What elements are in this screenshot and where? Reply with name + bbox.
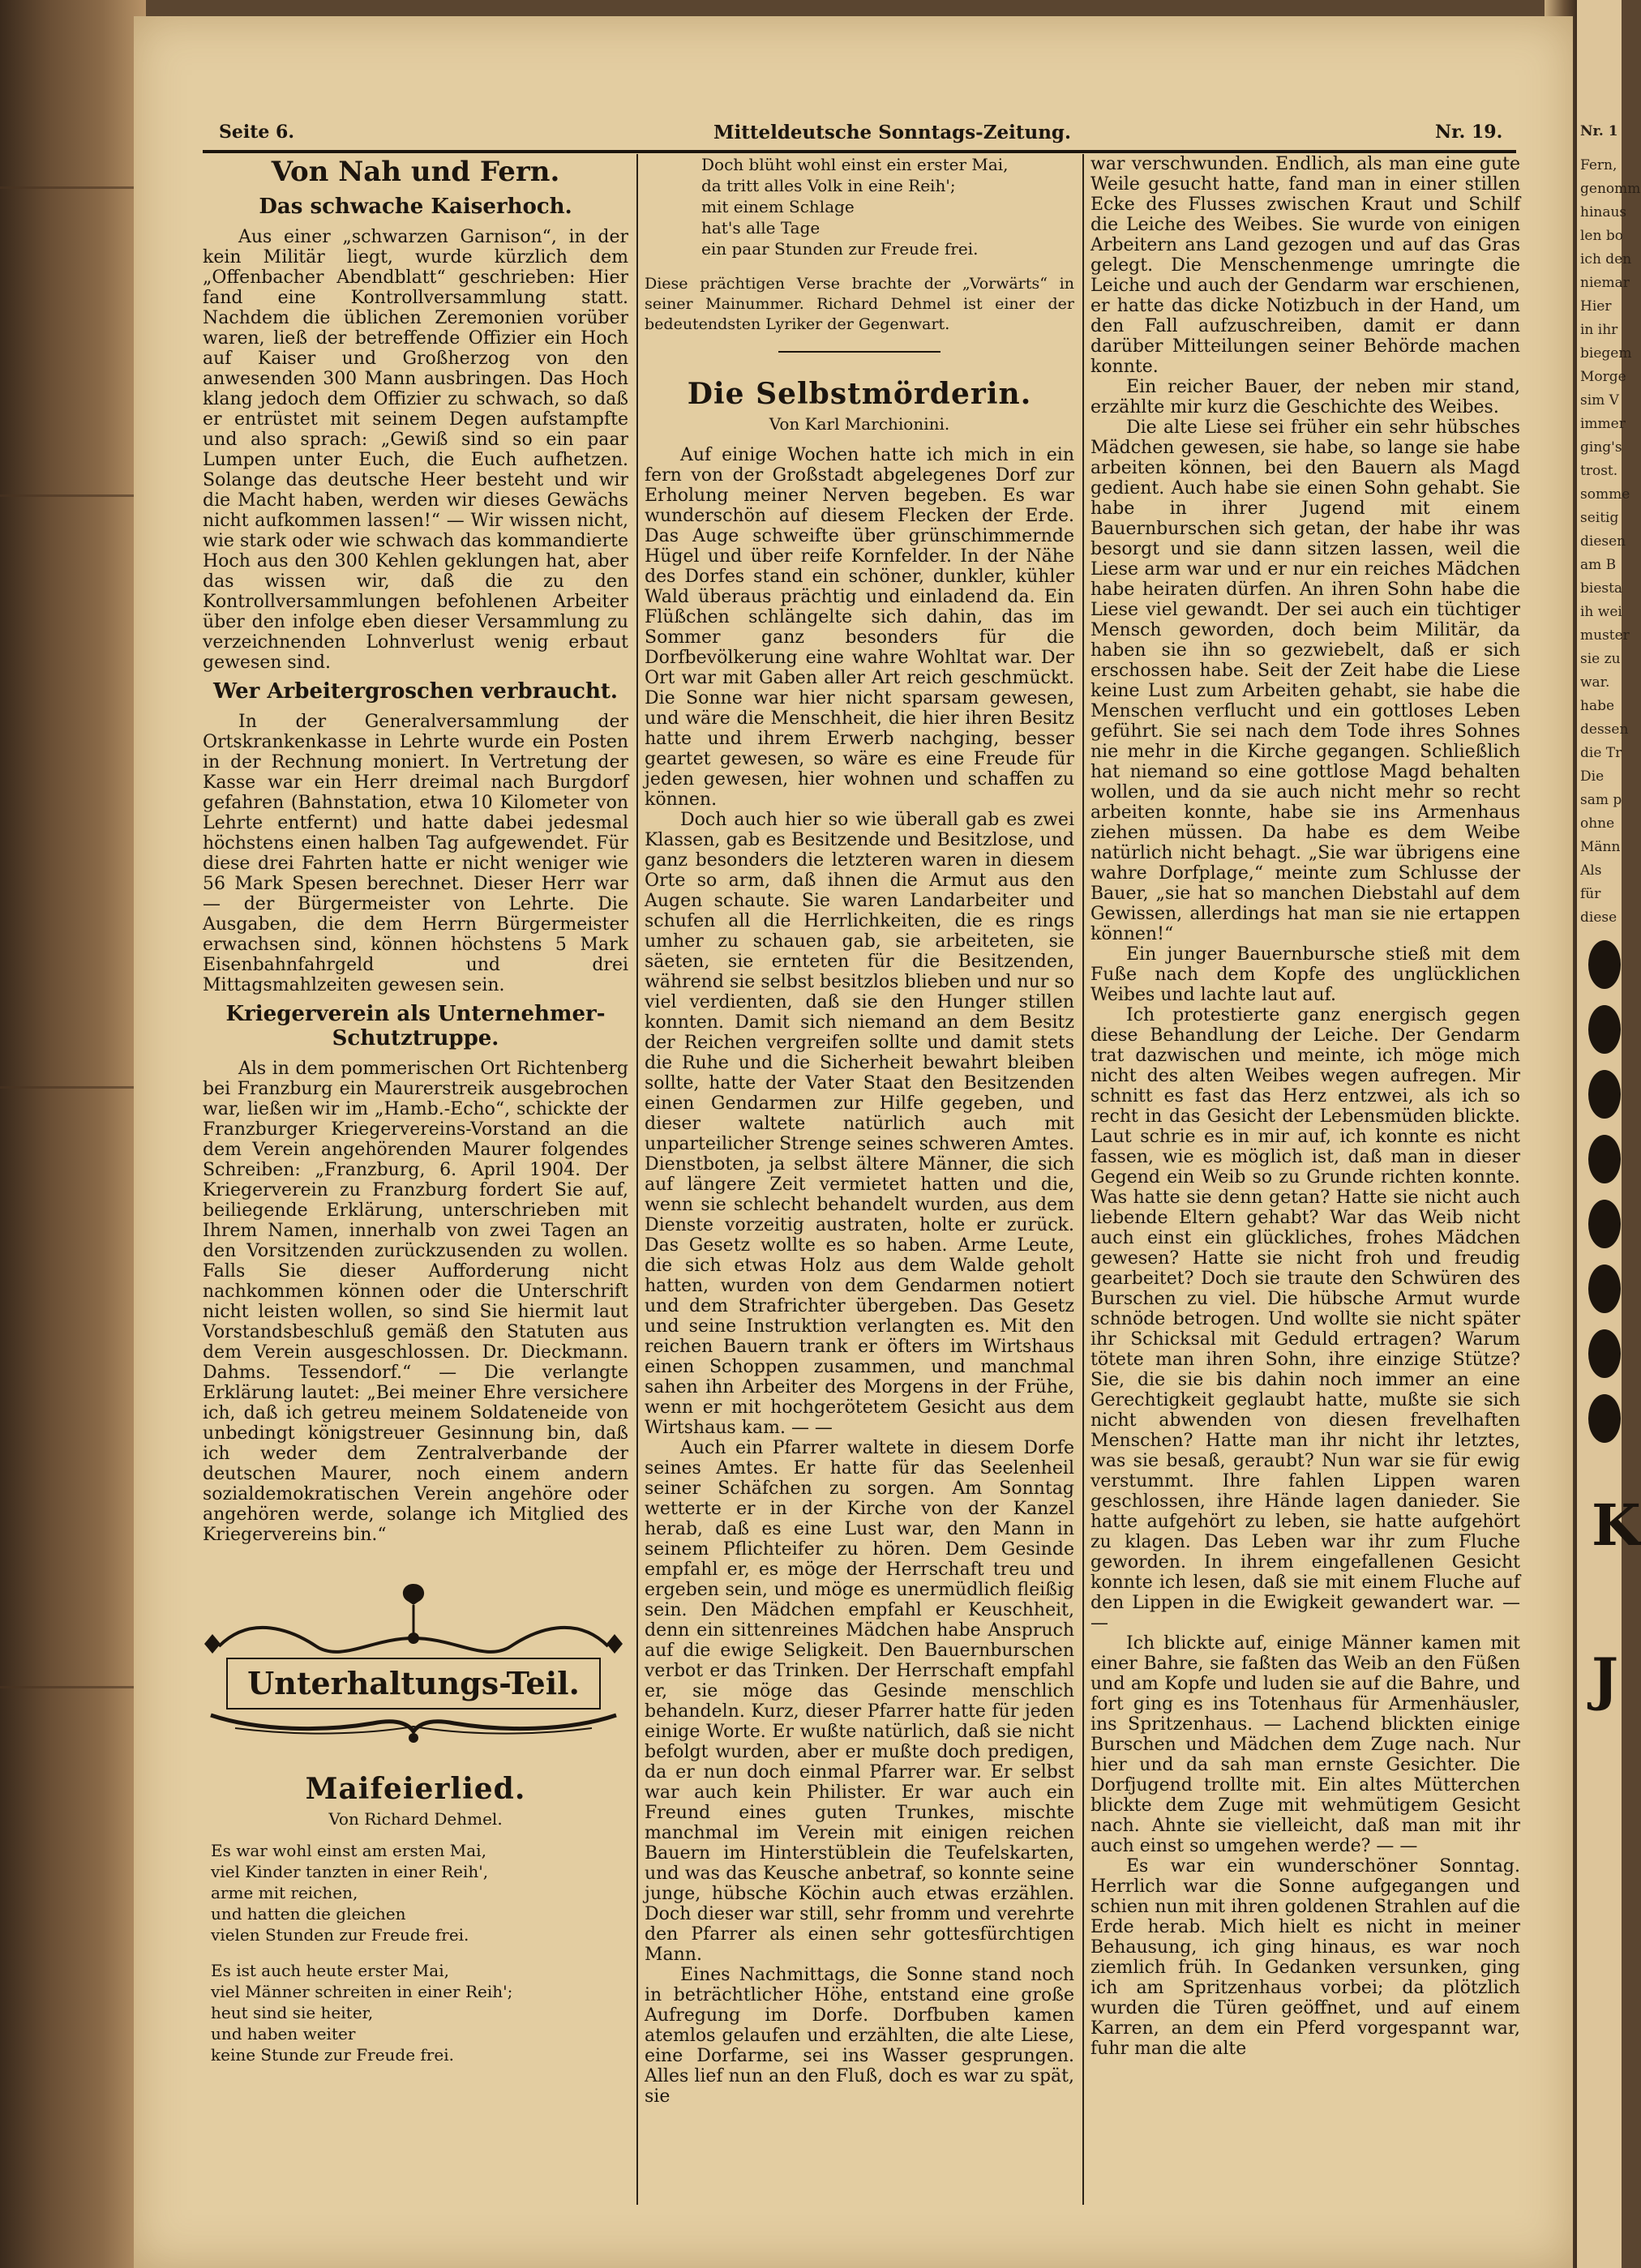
story-paragraph: Auf einige Wochen hatte ich mich in ein fern von der Großstadt abgelegenes Dorf zur Erholung meiner Nerven begeben. Es war wunderschön auf diesem Flecken der Erde. Das Auge schweifte über grünschimmernde Hügel und über reife Kornfelder. In der Nähe des Dorfes stand ein schöner, dunkler, kühler Wald überaus prächtig und einladend da. Ein Flüßchen schlängelte sich dahin, das im Sommer ganz besonders für die Dorfbevölkerung eine wahre Wohltat war. Der Ort war mit Gaben aller Art reich geschmückt. Die Sonne war hier nicht sparsam gewesen, und wäre die Menschheit, die hier ihren Besitz hatte und ihrem Erwerb nachging, besser geartet gewesen, so wäre es eine Freude für jeden gewesen, hier wohnen und schaffen zu können. bbox=[645, 445, 1074, 810]
adjacent-page-dot bbox=[1588, 1394, 1621, 1443]
header-rule bbox=[203, 150, 1516, 153]
adjacent-page-line: Die bbox=[1580, 768, 1605, 785]
adjacent-page-line: len bo bbox=[1580, 228, 1623, 244]
adjacent-page-line: diese bbox=[1580, 909, 1617, 926]
adjacent-page-line: habe bbox=[1580, 698, 1615, 714]
article-text: Aus einer „schwarzen Garnison“, in der kein Militär liegt, wurde kürzlich dem „Offenbacher Abendblatt“ geschrieben: Hier fand eine Kontrollversammlung statt. Nachdem die üblichen Zeremonien vorüber waren, ließ der betreffende Offizier ein Hoch auf Kaiser und Großherzog von den anwesenden 300 Mann ausbringen. Das Hoch klang jedoch dem Offizier zu schwach, so daß er entrüstet mit seinem Degen aufstampfte und also sprach: „Gewiß sind so ein paar Lumpen unter Euch, die Euch aufhetzen. Solange das deutsche Heer besteht und wir die Macht haben, werden wir dieses Gewächs nicht aufkommen lassen!“ — Wir wissen nicht, wie stark oder wie schwach das kommandierte Hoch aus den 300 Kehlen geklungen hat, aber das wissen wir, daß die zu den Kontrollversammlungen befohlenen Arbeiter über den infolge eben dieser Versammlung zu verzeichnenden Lohnverlust wenig erbaut gewesen sind. bbox=[203, 227, 628, 673]
column-rule bbox=[1082, 154, 1084, 2205]
adjacent-page-line: ging's bbox=[1580, 439, 1622, 456]
story-paragraph: Ein reicher Bauer, der neben mir stand, erzählte mir kurz die Geschichte des Weibes. bbox=[1090, 377, 1520, 417]
column-1 bbox=[203, 154, 628, 2080]
adjacent-page-line: für bbox=[1580, 886, 1601, 902]
adjacent-page-letter: J bbox=[1592, 1645, 1619, 1713]
story-paragraph: Auch ein Pfarrer waltete in diesem Dorfe seines Amtes. Er hatte für das Seelenheil seiner Schäfchen zu sorgen. Am Sonntag wetterte er in der Kirche von der Kanzel herab, daß es eine Lust war, den Mann in seinem Pflichteifer zu hören. Dem Gesinde empfahl er, es möge der Herrschaft treu und ergeben sein, und möge es unermüdlich fleißig sein. Den Mädchen empfahl er Keuschheit, denn ein sittenreines Mädchen habe Anspruch auf die ewige Seligkeit. Den Bauernburschen verbot er das Trinken. Der Herrschaft empfahl er, sie möge das Gesinde menschlich behandeln. Kurz, dieser Pfarrer hatte für jeden einige Worte. Er wußte natürlich, daß sie nicht befolgt wurden, aber er mußte doch predigen, da er nun doch einmal Pfarrer war. Er selbst war auch kein Philister. Er war auch ein Freund eines guten Trunkes, mischte manchmal im Verein mit einigen reichen Bauern im Hinterstüblein die Teufelskarten, und was das Keusche anbetraf, so konnte seine junge, hübsche Köchin auch etwas erzählen. Doch dieser war still, sehr fromm und verehrte den Pfarrer als einen sehr gottesfürchtigen Mann. bbox=[645, 1438, 1074, 1965]
adjacent-page-dot bbox=[1588, 1005, 1621, 1054]
adjacent-page-line: diesen bbox=[1580, 533, 1626, 550]
poem-stanza: Es war wohl einst am ersten Mai, viel Kinder tanzten in einer Reih', arme mit reichen, und hatten die gleichen vielen Stunden zur Freude frei. bbox=[211, 1841, 489, 1945]
story-paragraph: Ein junger Bauernbursche stieß mit dem Fuße nach dem Kopfe des unglücklichen Weibes und lachte laut auf. bbox=[1090, 944, 1520, 1005]
article-title: Das schwache Kaiserhoch. bbox=[259, 195, 572, 219]
adjacent-page-line: Fern, bbox=[1580, 157, 1617, 173]
book-binding bbox=[0, 0, 146, 2268]
adjacent-page-number: Nr. 1 bbox=[1580, 123, 1618, 139]
adjacent-page-line: muster bbox=[1580, 627, 1630, 644]
story-paragraph: Doch auch hier so wie überall gab es zwei Klassen, gab es Besitzende und Besitzlose, und ganz besonders die letzteren waren in diesem Orte so arm, daß ihnen die Armut aus den Augen schaute. Sie waren Landarbeiter und schufen all die Herrlichkeiten, die es rings umher zu schauen gab, sie arbeiteten, sie säeten, sie ernteten für die Besitzenden, während sie selbst besitzlos blieben und nur so viel verdienten, daß sie den Hunger stillen konnten. Damit sich niemand an dem Besitz der Reichen vergreifen sollte und damit stets die Ruhe und die Sicherheit bewahrt bleiben sollte, hatte der Vater Staat den Besitzenden einen Gendarmen zur Hilfe gegeben, und dieser waltete natürlich auch mit unparteilicher Strenge seines schweren Amtes. Dienstboten, ja selbst ältere Männer, die sich auf längere Zeit vermietet hatten und die, wenn sie schlecht behandelt wurden, aus dem Dienste vorzeitig austraten, holte er zurück. Das Gesetz wollte es so haben. Arme Leute, die sich etwas Holz aus dem Walde geholt hatten, wurden von dem Gendarmen notiert und dem Strafrichter übergeben. Das Gesetz und seine Instruktion verlangten es. Mit den reichen Bauern trank er öfters im Wirtshaus einen Schoppen zusammen, und manchmal sahen ihn Arbeiter des Morgens in der Frühe, wenn er mit hochgerötetem Gesicht aus dem Wirtshaus kam. — — bbox=[645, 810, 1074, 1438]
adjacent-page-line: sie zu bbox=[1580, 651, 1621, 667]
poem-stanza: Es ist auch heute erster Mai, viel Männer schreiten in einer Reih'; heut sind sie heiter, und haben weiter keine Stunde zur Freude frei. bbox=[211, 1961, 513, 2065]
poem-note: Diese prächtigen Verse brachte der „Vorwärts“ in seiner Mainummer. Richard Dehmel ist einer der bedeutendsten Lyriker der Gegenwart. bbox=[645, 275, 1074, 333]
adjacent-page bbox=[1577, 0, 1641, 2268]
story-paragraph: Es war ein wunderschöner Sonntag. Herrlich war die Sonne aufgegangen und schien nun mit ihren goldenen Strahlen auf die Erde herab. Mich hielt es nicht in meiner Behausung, ich ging hinaus, es war noch ziemlich früh. In Gedanken versunken, ging ich am Spritzenhaus vorbei; da plötzlich wurden die Türen geöffnet, und auf einem Karren, an dem ein Pferd vorgespannt war, fuhr man die alte bbox=[1090, 1856, 1520, 2059]
adjacent-page-dot bbox=[1588, 1135, 1621, 1183]
adjacent-page-dot bbox=[1588, 1329, 1621, 1378]
entertainment-banner-ornament bbox=[203, 1577, 624, 1756]
column-2 bbox=[645, 154, 1074, 2107]
banner-title: Unterhaltungs-Teil. bbox=[247, 1665, 580, 1701]
article-title: Kriegerverein als Unternehmer-Schutztruppe. bbox=[225, 1002, 606, 1051]
adjacent-page-line: sim V bbox=[1580, 392, 1619, 409]
adjacent-page-line: ih wei bbox=[1580, 604, 1622, 620]
adjacent-page-line: Hier bbox=[1580, 298, 1612, 315]
poem-title: Maifeierlied. bbox=[305, 1772, 526, 1806]
story-paragraph: Ich blickte auf, einige Männer kamen mit einer Bahre, sie faßten das Weib an den Füßen und am Kopfe und luden sie auf die Bahre, und fort ging es ins Totenhaus für Armenhäusler, ins Spritzenhaus. — Lachend blickten einige Burschen und Mädchen dem Zuge nach. Nur hier und da sah man ernste Gesichter. Die Dorfjugend trollte mit. Ein altes Mütterchen blickte dem Zuge mit wehmütigem Gesicht nach. Ahnte sie vielleicht, daß man mit ihr auch einst so umgehen werde? — — bbox=[1090, 1633, 1520, 1856]
adjacent-page-line: biesta bbox=[1580, 580, 1623, 597]
adjacent-page-line: die Tr bbox=[1580, 745, 1622, 761]
section-divider bbox=[778, 351, 940, 353]
story-paragraph: war verschwunden. Endlich, als man eine gute Weile gesucht hatte, fand man in einer stillen Ecke des Flusses zwischen Kraut und Schilf die Leiche des Weibes. Sie wurde von einigen Arbeitern ans Land gezogen und auf das Gras gelegt. Die Menschenmenge umringte die Leiche und auch der Gendarm war erschienen, er hatte das dicke Notizbuch in der Hand, um den Fall aufzuschreiben, damit er dann darüber Mitteilungen seiner Behörde machen konnte. bbox=[1090, 154, 1520, 377]
story-paragraph: Eines Nachmittags, die Sonne stand noch in beträchtlicher Höhe, entstand eine große Aufregung im Dorfe. Dorfbuben kamen atemlos gelaufen und erzählten, die alte Liese, eine Dorfarme, sei ins Wasser gesprungen. Alles lief nun an den Fluß, doch es war zu spät, sie bbox=[645, 1965, 1074, 2107]
adjacent-page-line: ich den bbox=[1580, 251, 1632, 267]
poem-stanza: Doch blüht wohl einst ein erster Mai, da tritt alles Volk in eine Reih'; mit einem Schlage hat's alle Tage ein paar Stunden zur Freude frei. bbox=[701, 155, 1009, 259]
adjacent-page-dot bbox=[1588, 940, 1621, 989]
article-text: In der Generalversammlung der Ortskrankenkasse in Lehrte wurde ein Posten in der Rechnung moniert. In Vertretung der Kasse war ein Herr dreimal nach Burgdorf gefahren (Bahnstation, etwa 10 Kilometer von Lehrte entfernt) und hatte dabei jedesmal höchstens einen halben Tag aufgewendet. Für diese drei Fahrten hatte er nicht weniger wie 56 Mark Spesen berechnet. Dieser Herr war — der Bürgermeister von Lehrte. Die Ausgaben, die dem Herrn Bürgermeister erwachsen sind, können höchstens 5 Mark Eisenbahnfahrgeld und drei Mittagsmahlzeiten gewesen sein. bbox=[203, 712, 628, 995]
adjacent-page-dot bbox=[1588, 1265, 1621, 1313]
adjacent-page-letter: K bbox=[1592, 1491, 1641, 1559]
adjacent-page-line: am B bbox=[1580, 557, 1617, 573]
column-rule bbox=[636, 154, 638, 2205]
adjacent-page-line: Morge bbox=[1580, 369, 1626, 385]
article-text: Als in dem pommerischen Ort Richtenberg bei Franzburg ein Maurerstreik ausgebrochen war, ließen wir im „Hamb.-Echo“, schickte der Franzburger Kriegervereins-Vorstand an die dem Verein angehörenden Maurer folgendes Schreiben: „Franzburg, 6. April 1904. Der Kriegerverein zu Franzburg fordert Sie auf, beiliegende Erklärung, unterschrieben mit Ihrem Namen, innerhalb von zwei Tagen an den Vorsitzenden zurückzusenden zu wollen. Falls Sie dieser Aufforderung nicht nachkommen können oder die Unterschrift nicht leisten wollen, so sind Sie hiermit laut Vorstandsbeschluß gemäß den Statuten aus dem Verein ausgeschlossen. Dr. Dieckmann. Dahms. Tessendorf.“ — Die verlangte Erklärung lautet: „Bei meiner Ehre versichere ich, daß ich getreu meinem Soldateneide von unbedingt königstreuer Gesinnung bin, daß ich weder dem Zentralverbande der deutschen Maurer, noch einem andern sozialdemokratischen Verein angehöre oder angehören werde, solange ich Mitglied des Kriegervereins bin.“ bbox=[203, 1059, 628, 1545]
story-title: Die Selbstmörderin. bbox=[687, 377, 1032, 411]
adjacent-page-line: ohne bbox=[1580, 815, 1615, 832]
adjacent-page-dot bbox=[1588, 1070, 1621, 1119]
newspaper-title: Mitteldeutsche Sonntags-Zeitung. bbox=[713, 122, 1072, 143]
adjacent-page-line: sam p bbox=[1580, 792, 1622, 808]
section-heading: Von Nah und Fern. bbox=[271, 156, 560, 188]
adjacent-page-line: trost. bbox=[1580, 463, 1618, 479]
adjacent-page-line: niemar bbox=[1580, 275, 1630, 291]
issue-number: Nr. 19. bbox=[1435, 122, 1503, 143]
poem-author: Von Richard Dehmel. bbox=[328, 1809, 503, 1829]
story-paragraph: Die alte Liese sei früher ein sehr hübsches Mädchen gewesen, sie habe, so lange sie habe arbeiten können, bei den Bauern als Magd gedient. Auch habe sie einen Sohn gehabt. Sie habe in ihrer Jugend mit einem Bauernburschen sich getan, der habe ihr was besorgt und sie dann sitzen lassen, weil die Liese arm war und er nur ein reiches Mädchen habe heiraten dürfen. An ihren Sohn habe die Liese viel gewandt. Der sei auch ein tüchtiger Mensch geworden, doch beim Militär, da haben sie ihn so gezwiebelt, daß er sich erschossen habe. Seit der Zeit habe die Liese keine Lust zum Arbeiten gehabt, sie habe die Menschen verflucht und ein gottloses Leben geführt. Sie sei nach dem Tode ihres Sohnes nie mehr in die Kirche gegangen. Schließlich hat niemand so eine gottlose Magd behalten wollen, und da sie auch nicht mehr so recht arbeiten konnte, habe sie ins Armenhaus ziehen müssen. Da habe es dem Weibe natürlich nicht behagt. „Sie war übrigens eine wahre Dorfplage,“ meinte zum Schlusse der Bauer, „sie hat so manchen Diebstahl auf dem Gewissen, allerdings hat man sie nie ertappen können!“ bbox=[1090, 417, 1520, 944]
adjacent-page-line: Männ bbox=[1580, 839, 1621, 855]
article-title: Wer Arbeitergroschen verbraucht. bbox=[213, 679, 618, 704]
adjacent-page-line: genomm bbox=[1580, 181, 1641, 197]
story-paragraph: Ich protestierte ganz energisch gegen diese Behandlung der Leiche. Der Gendarm trat dazwischen und meinte, ich möge mich nicht des alten Weibes wegen aufregen. Mir schnitt es fast das Herz entzwei, als ich so recht in das Gesicht der Lebensmüden blickte. Laut schrie es in mir auf, ich konnte es nicht fassen, wie es möglich ist, daß man in dieser Gegend ein Weib so zu Grunde richten konnte. Was hatte sie denn getan? Hatte sie nicht auch liebende Eltern gehabt? War das Weib nicht auch einst ein glückliches, frohes Mädchen gewesen? Hatte sie nicht froh und freudig gearbeitet? Doch sie traute den Schwüren des Burschen zu viel. Die hübsche Armut wurde schnöde betrogen. Und wollte sie nicht später ihr Schicksal mit Geduld ertragen? Warum tötete man ihren Sohn, ihre einzige Stütze? Sie, die sie bis dahin noch immer an eine Gerechtigkeit geglaubt hatte, mußte sie sich nicht abwenden von diesen frevelhaften Menschen? Hatte man ihr nicht ihr letztes, was sie besaß, geraubt? Nun war sie für ewig verstummt. Ihre fahlen Lippen waren geschlossen, ihre Hände lagen danieder. Sie hatte aufgehört zu leben, sie hatte aufgehört zu klagen. Das Leben war ihr zum Fluche geworden. In ihrem eingefallenen Gesicht konnte ich lesen, daß sie mit einem Fluche auf den Lippen in die Ewigkeit gewandert war. — — bbox=[1090, 1005, 1520, 1633]
adjacent-page-line: war. bbox=[1580, 674, 1610, 691]
adjacent-page-line: somme bbox=[1580, 486, 1630, 503]
adjacent-page-text bbox=[1580, 154, 1641, 930]
story-author: Von Karl Marchionini. bbox=[769, 414, 950, 434]
adjacent-page-line: dessen bbox=[1580, 721, 1629, 738]
page-number: Seite 6. bbox=[219, 122, 295, 143]
column-3 bbox=[1090, 154, 1520, 2059]
adjacent-page-line: biegem bbox=[1580, 345, 1632, 362]
adjacent-page-line: seitig bbox=[1580, 510, 1619, 526]
adjacent-page-line: immer bbox=[1580, 416, 1626, 432]
adjacent-page-dot bbox=[1588, 1200, 1621, 1248]
adjacent-page-line: hinaus bbox=[1580, 204, 1627, 220]
adjacent-page-line: in ihr bbox=[1580, 322, 1618, 338]
adjacent-page-line: Als bbox=[1580, 862, 1602, 879]
